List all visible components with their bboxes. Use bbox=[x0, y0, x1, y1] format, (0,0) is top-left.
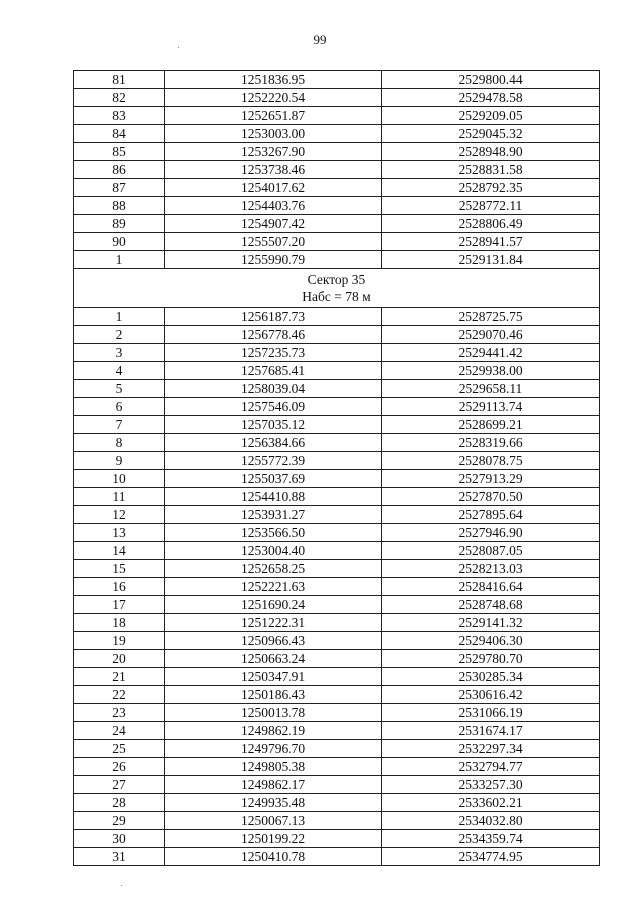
x-coordinate-cell: 1253931.27 bbox=[165, 506, 382, 524]
x-coordinate-cell: 1254017.62 bbox=[165, 179, 382, 197]
x-coordinate-cell: 1249805.38 bbox=[165, 758, 382, 776]
y-coordinate-cell: 2527895.64 bbox=[382, 506, 600, 524]
table-row bbox=[74, 686, 600, 704]
point-number-cell: 16 bbox=[74, 578, 165, 596]
table-row bbox=[74, 632, 600, 650]
table-row bbox=[74, 89, 600, 107]
x-coordinate-cell: 1251836.95 bbox=[165, 71, 382, 89]
point-number-cell: 21 bbox=[74, 668, 165, 686]
coordinates-table bbox=[73, 70, 600, 866]
point-number-cell: 31 bbox=[74, 848, 165, 866]
table-row bbox=[74, 452, 600, 470]
scan-speck bbox=[178, 47, 179, 48]
x-coordinate-cell: 1250347.91 bbox=[165, 668, 382, 686]
table-row bbox=[74, 506, 600, 524]
x-coordinate-cell: 1250199.22 bbox=[165, 830, 382, 848]
sector-header-cell bbox=[74, 269, 600, 308]
y-coordinate-cell: 2529658.11 bbox=[382, 380, 600, 398]
sector-header-group bbox=[74, 269, 600, 308]
point-number-cell: 29 bbox=[74, 812, 165, 830]
table-row bbox=[74, 179, 600, 197]
point-number-cell: 28 bbox=[74, 794, 165, 812]
table-row bbox=[74, 542, 600, 560]
point-number-cell: 30 bbox=[74, 830, 165, 848]
sector-title: Сектор 35 bbox=[307, 272, 366, 287]
y-coordinate-cell: 2529113.74 bbox=[382, 398, 600, 416]
y-coordinate-cell: 2528319.66 bbox=[382, 434, 600, 452]
y-coordinate-cell: 2534774.95 bbox=[382, 848, 600, 866]
x-coordinate-cell: 1257235.73 bbox=[165, 344, 382, 362]
x-coordinate-cell: 1254907.42 bbox=[165, 215, 382, 233]
y-coordinate-cell: 2534032.80 bbox=[382, 812, 600, 830]
table-row bbox=[74, 722, 600, 740]
x-coordinate-cell: 1253003.00 bbox=[165, 125, 382, 143]
table-row bbox=[74, 578, 600, 596]
x-coordinate-cell: 1251222.31 bbox=[165, 614, 382, 632]
y-coordinate-cell: 2529070.46 bbox=[382, 326, 600, 344]
x-coordinate-cell: 1256384.66 bbox=[165, 434, 382, 452]
y-coordinate-cell: 2529406.30 bbox=[382, 632, 600, 650]
point-number-cell: 9 bbox=[74, 452, 165, 470]
x-coordinate-cell: 1252651.87 bbox=[165, 107, 382, 125]
y-coordinate-cell: 2528772.11 bbox=[382, 197, 600, 215]
point-number-cell: 4 bbox=[74, 362, 165, 380]
point-number-cell: 89 bbox=[74, 215, 165, 233]
table-row bbox=[74, 614, 600, 632]
y-coordinate-cell: 2527870.50 bbox=[382, 488, 600, 506]
y-coordinate-cell: 2529938.00 bbox=[382, 362, 600, 380]
x-coordinate-cell: 1250410.78 bbox=[165, 848, 382, 866]
point-number-cell: 85 bbox=[74, 143, 165, 161]
y-coordinate-cell: 2529800.44 bbox=[382, 71, 600, 89]
y-coordinate-cell: 2529131.84 bbox=[382, 251, 600, 269]
x-coordinate-cell: 1253566.50 bbox=[165, 524, 382, 542]
point-number-cell: 14 bbox=[74, 542, 165, 560]
table-row bbox=[74, 143, 600, 161]
page-number: 99 bbox=[313, 32, 327, 47]
y-coordinate-cell: 2528941.57 bbox=[382, 233, 600, 251]
x-coordinate-cell: 1257685.41 bbox=[165, 362, 382, 380]
y-coordinate-cell: 2533257.30 bbox=[382, 776, 600, 794]
table-row bbox=[74, 125, 600, 143]
x-coordinate-cell: 1250013.78 bbox=[165, 704, 382, 722]
table-row bbox=[74, 848, 600, 866]
table-row bbox=[74, 596, 600, 614]
table-row bbox=[74, 251, 600, 269]
y-coordinate-cell: 2527946.90 bbox=[382, 524, 600, 542]
x-coordinate-cell: 1258039.04 bbox=[165, 380, 382, 398]
table-row bbox=[74, 107, 600, 125]
table-row bbox=[74, 650, 600, 668]
table-row bbox=[74, 398, 600, 416]
table-row bbox=[74, 488, 600, 506]
y-coordinate-cell: 2528948.90 bbox=[382, 143, 600, 161]
x-coordinate-cell: 1250966.43 bbox=[165, 632, 382, 650]
point-number-cell: 15 bbox=[74, 560, 165, 578]
point-number-cell: 82 bbox=[74, 89, 165, 107]
point-number-cell: 1 bbox=[74, 251, 165, 269]
table-row bbox=[74, 161, 600, 179]
table-row bbox=[74, 794, 600, 812]
table-row bbox=[74, 776, 600, 794]
x-coordinate-cell: 1255990.79 bbox=[165, 251, 382, 269]
point-number-cell: 24 bbox=[74, 722, 165, 740]
x-coordinate-cell: 1257035.12 bbox=[165, 416, 382, 434]
table-body-after-sector bbox=[74, 308, 600, 866]
table-row bbox=[74, 812, 600, 830]
x-coordinate-cell: 1253738.46 bbox=[165, 161, 382, 179]
x-coordinate-cell: 1252221.63 bbox=[165, 578, 382, 596]
point-number-cell: 20 bbox=[74, 650, 165, 668]
x-coordinate-cell: 1252658.25 bbox=[165, 560, 382, 578]
y-coordinate-cell: 2528792.35 bbox=[382, 179, 600, 197]
x-coordinate-cell: 1256187.73 bbox=[165, 308, 382, 326]
point-number-cell: 19 bbox=[74, 632, 165, 650]
x-coordinate-cell: 1253267.90 bbox=[165, 143, 382, 161]
table-row bbox=[74, 233, 600, 251]
y-coordinate-cell: 2528078.75 bbox=[382, 452, 600, 470]
point-number-cell: 87 bbox=[74, 179, 165, 197]
y-coordinate-cell: 2528831.58 bbox=[382, 161, 600, 179]
y-coordinate-cell: 2529045.32 bbox=[382, 125, 600, 143]
point-number-cell: 7 bbox=[74, 416, 165, 434]
y-coordinate-cell: 2528699.21 bbox=[382, 416, 600, 434]
x-coordinate-cell: 1255772.39 bbox=[165, 452, 382, 470]
point-number-cell: 88 bbox=[74, 197, 165, 215]
table-row bbox=[74, 704, 600, 722]
x-coordinate-cell: 1249796.70 bbox=[165, 740, 382, 758]
table-row bbox=[74, 668, 600, 686]
x-coordinate-cell: 1250186.43 bbox=[165, 686, 382, 704]
point-number-cell: 27 bbox=[74, 776, 165, 794]
y-coordinate-cell: 2528087.05 bbox=[382, 542, 600, 560]
x-coordinate-cell: 1252220.54 bbox=[165, 89, 382, 107]
point-number-cell: 18 bbox=[74, 614, 165, 632]
point-number-cell: 12 bbox=[74, 506, 165, 524]
y-coordinate-cell: 2528806.49 bbox=[382, 215, 600, 233]
table-row bbox=[74, 215, 600, 233]
x-coordinate-cell: 1249862.19 bbox=[165, 722, 382, 740]
y-coordinate-cell: 2529141.32 bbox=[382, 614, 600, 632]
point-number-cell: 11 bbox=[74, 488, 165, 506]
y-coordinate-cell: 2529209.05 bbox=[382, 107, 600, 125]
point-number-cell: 10 bbox=[74, 470, 165, 488]
x-coordinate-cell: 1254403.76 bbox=[165, 197, 382, 215]
point-number-cell: 84 bbox=[74, 125, 165, 143]
x-coordinate-cell: 1251690.24 bbox=[165, 596, 382, 614]
y-coordinate-cell: 2528725.75 bbox=[382, 308, 600, 326]
point-number-cell: 6 bbox=[74, 398, 165, 416]
point-number-cell: 22 bbox=[74, 686, 165, 704]
table-row bbox=[74, 758, 600, 776]
y-coordinate-cell: 2530616.42 bbox=[382, 686, 600, 704]
y-coordinate-cell: 2532794.77 bbox=[382, 758, 600, 776]
x-coordinate-cell: 1250663.24 bbox=[165, 650, 382, 668]
point-number-cell: 8 bbox=[74, 434, 165, 452]
scan-speck bbox=[121, 885, 122, 886]
x-coordinate-cell: 1249862.17 bbox=[165, 776, 382, 794]
table-row bbox=[74, 71, 600, 89]
y-coordinate-cell: 2528416.64 bbox=[382, 578, 600, 596]
point-number-cell: 83 bbox=[74, 107, 165, 125]
x-coordinate-cell: 1253004.40 bbox=[165, 542, 382, 560]
point-number-cell: 81 bbox=[74, 71, 165, 89]
point-number-cell: 90 bbox=[74, 233, 165, 251]
y-coordinate-cell: 2528213.03 bbox=[382, 560, 600, 578]
sector-header-row bbox=[74, 269, 600, 308]
point-number-cell: 23 bbox=[74, 704, 165, 722]
table-row bbox=[74, 524, 600, 542]
point-number-cell: 13 bbox=[74, 524, 165, 542]
y-coordinate-cell: 2527913.29 bbox=[382, 470, 600, 488]
table-row bbox=[74, 560, 600, 578]
x-coordinate-cell: 1254410.88 bbox=[165, 488, 382, 506]
table-row bbox=[74, 197, 600, 215]
table-row bbox=[74, 740, 600, 758]
x-coordinate-cell: 1257546.09 bbox=[165, 398, 382, 416]
x-coordinate-cell: 1249935.48 bbox=[165, 794, 382, 812]
y-coordinate-cell: 2530285.34 bbox=[382, 668, 600, 686]
table-row bbox=[74, 362, 600, 380]
point-number-cell: 1 bbox=[74, 308, 165, 326]
table-row bbox=[74, 326, 600, 344]
point-number-cell: 3 bbox=[74, 344, 165, 362]
x-coordinate-cell: 1255037.69 bbox=[165, 470, 382, 488]
y-coordinate-cell: 2529441.42 bbox=[382, 344, 600, 362]
y-coordinate-cell: 2533602.21 bbox=[382, 794, 600, 812]
table-row bbox=[74, 830, 600, 848]
x-coordinate-cell: 1255507.20 bbox=[165, 233, 382, 251]
sector-height-label: Набс = 78 м bbox=[302, 289, 371, 304]
point-number-cell: 2 bbox=[74, 326, 165, 344]
y-coordinate-cell: 2529780.70 bbox=[382, 650, 600, 668]
point-number-cell: 25 bbox=[74, 740, 165, 758]
x-coordinate-cell: 1250067.13 bbox=[165, 812, 382, 830]
table-row bbox=[74, 380, 600, 398]
table-row bbox=[74, 308, 600, 326]
point-number-cell: 26 bbox=[74, 758, 165, 776]
y-coordinate-cell: 2531066.19 bbox=[382, 704, 600, 722]
y-coordinate-cell: 2529478.58 bbox=[382, 89, 600, 107]
y-coordinate-cell: 2531674.17 bbox=[382, 722, 600, 740]
table-body-before-sector bbox=[74, 71, 600, 269]
point-number-cell: 5 bbox=[74, 380, 165, 398]
x-coordinate-cell: 1256778.46 bbox=[165, 326, 382, 344]
table-row bbox=[74, 344, 600, 362]
point-number-cell: 17 bbox=[74, 596, 165, 614]
y-coordinate-cell: 2532297.34 bbox=[382, 740, 600, 758]
table-row bbox=[74, 434, 600, 452]
y-coordinate-cell: 2534359.74 bbox=[382, 830, 600, 848]
table-row bbox=[74, 416, 600, 434]
point-number-cell: 86 bbox=[74, 161, 165, 179]
table-row bbox=[74, 470, 600, 488]
y-coordinate-cell: 2528748.68 bbox=[382, 596, 600, 614]
